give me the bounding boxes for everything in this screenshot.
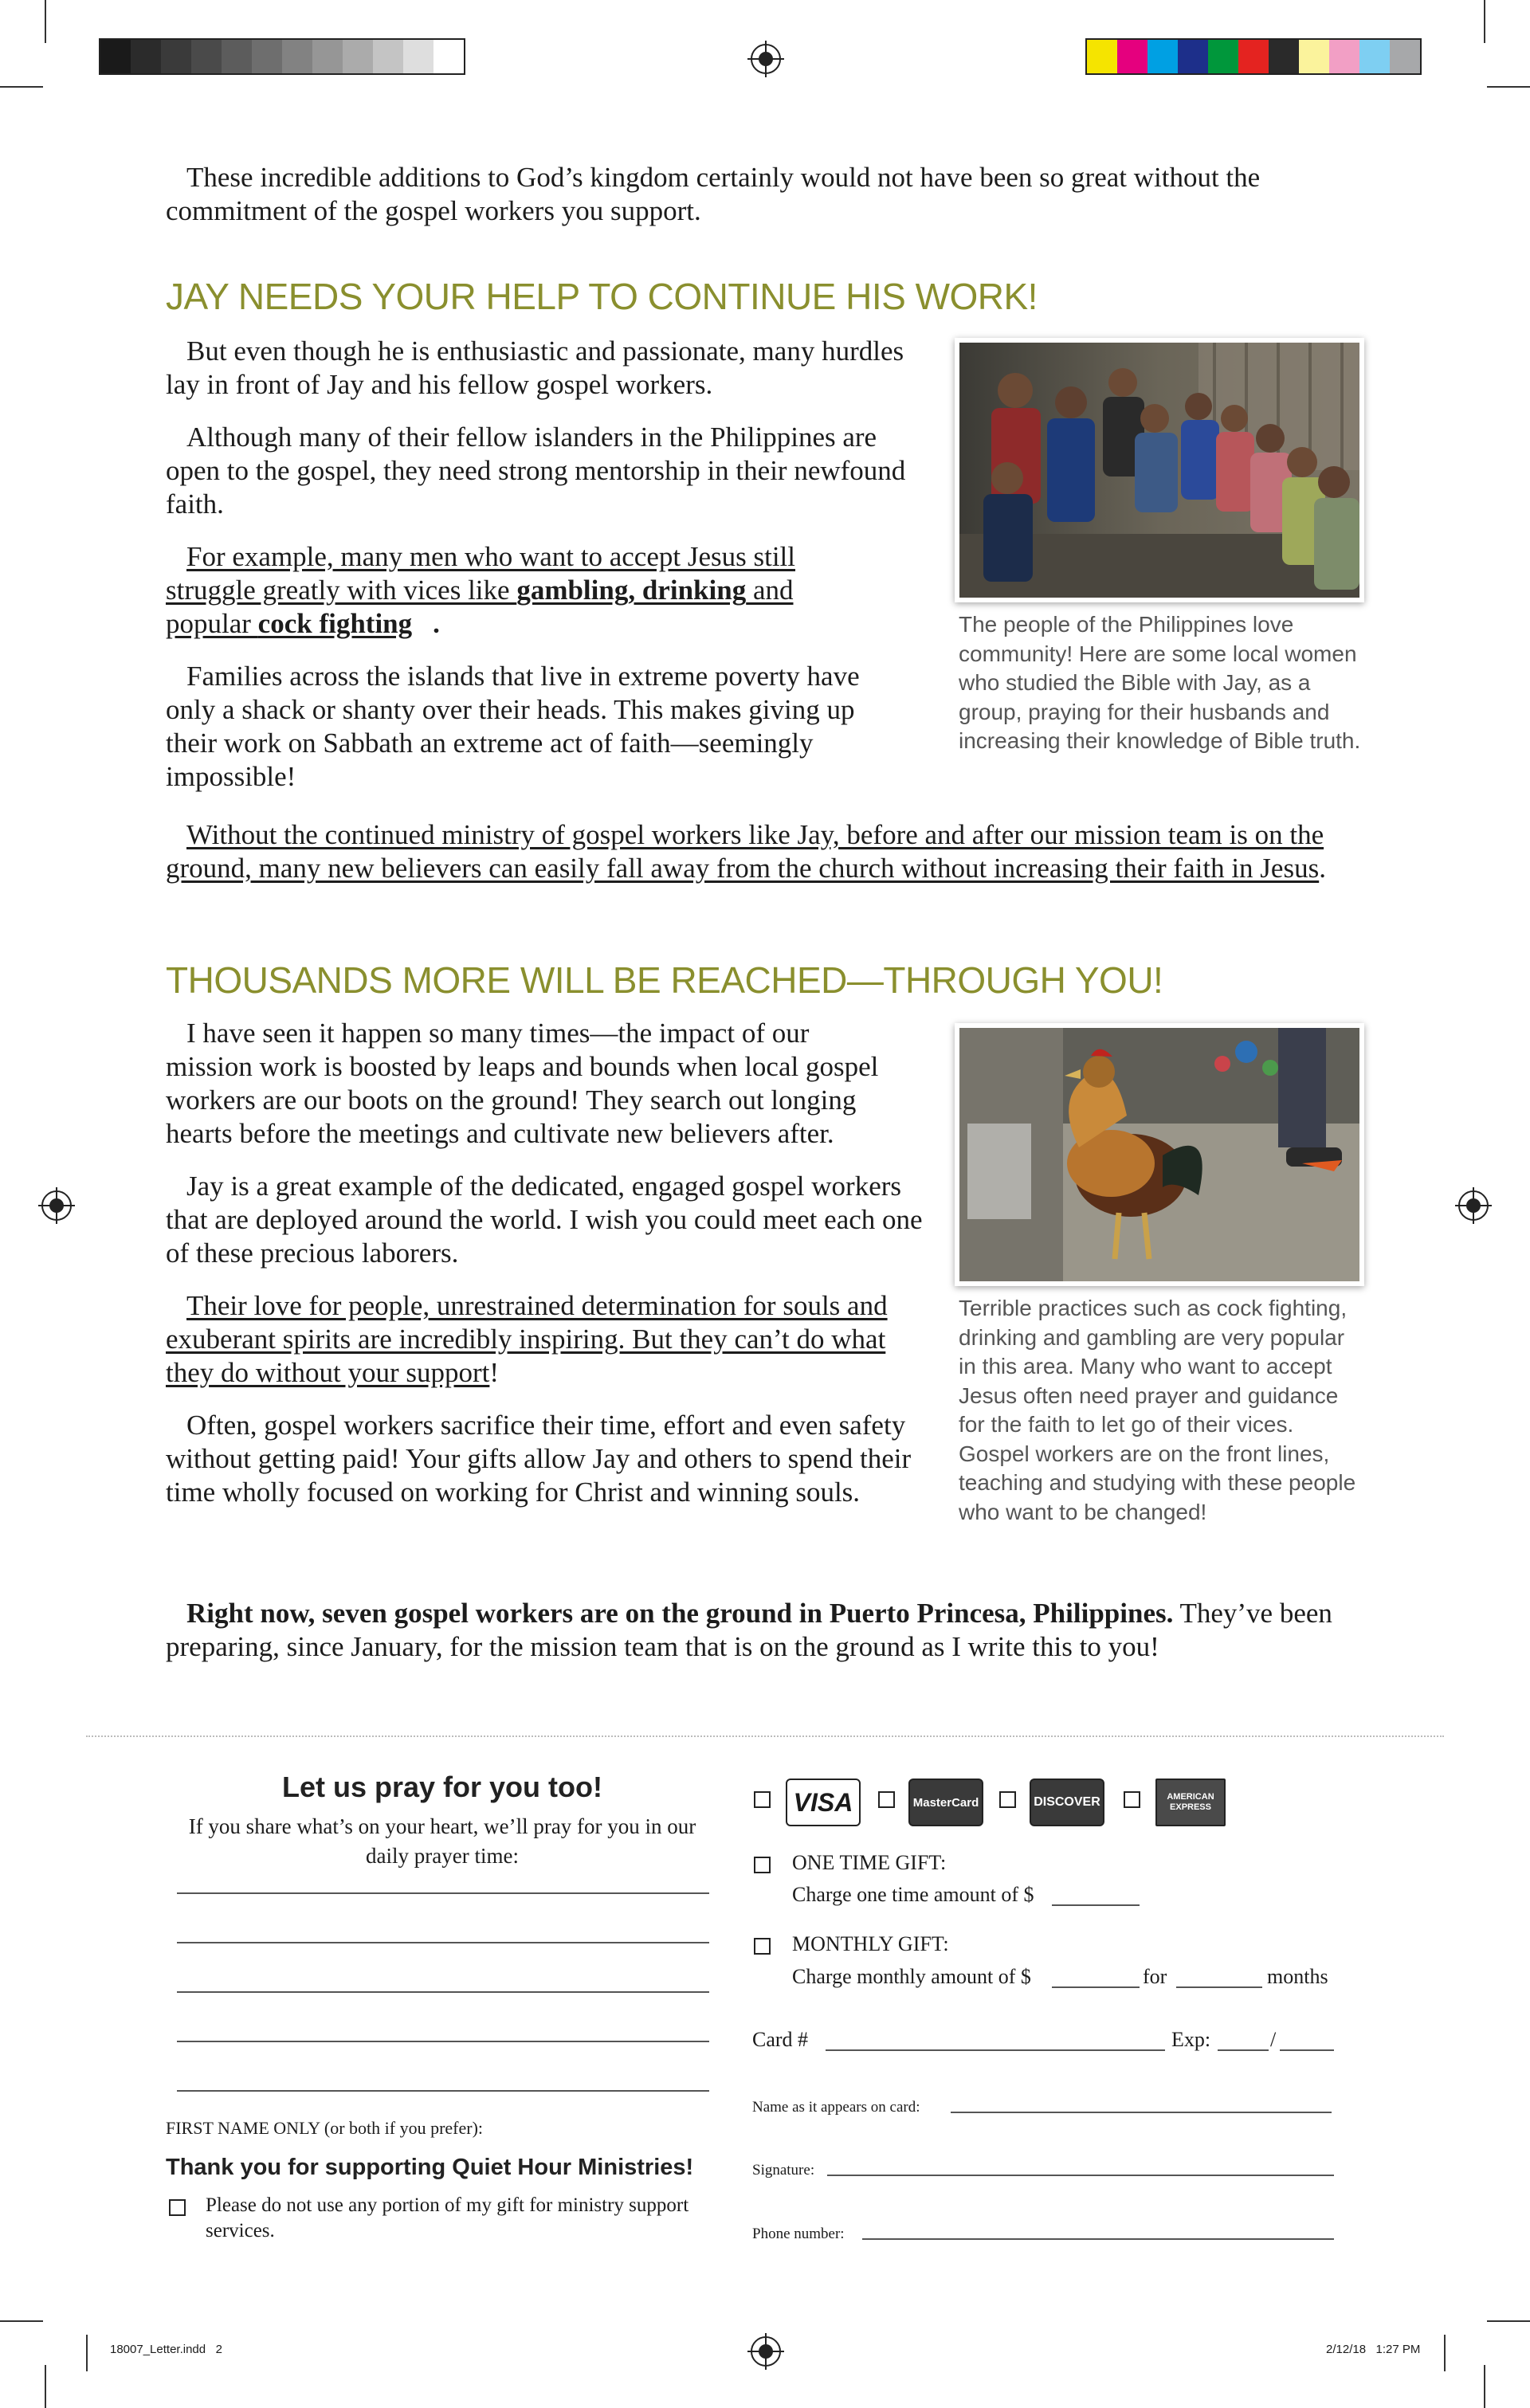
crop-mark-bottom-left-v [45,2365,46,2408]
registration-mark-bottom [751,2336,781,2367]
monthly-amount-input[interactable] [1052,1986,1140,1988]
p5-period: . [1319,853,1326,884]
signature-input[interactable] [827,2175,1334,2176]
color-swatch-10 [1390,40,1420,73]
section2-full-block [166,1597,1365,1664]
gray-swatch-2 [161,40,191,73]
rooster-photo [955,1023,1364,1286]
crop-mark-top-right-h [1487,86,1530,88]
monthly-gift-text: Charge monthly amount of $ [792,1965,1031,1988]
group-photo-image [959,343,1359,598]
p3-bold-vices: gambling, drinking [516,575,747,606]
section1-paragraph-2: Although many of their fellow islanders in the Philippines are open to the gospel, they need strong mentorship in their newfound faith. [166,422,906,520]
gray-swatch-1 [131,40,161,73]
monthly-months-label: months [1267,1965,1328,1988]
prayer-title: Let us pray for you too! [281,1771,602,1803]
p3-text-a: For example, many men who want to accept Jesus still struggle greatly with vices like [166,541,796,606]
crop-mark-top-left-v [45,0,46,43]
section2-paragraph-1: I have seen it happen so many times—the impact of our mission work is boosted by leaps and bounds when local gospel workers are our boots on the ground! They search out longing hearts before the meetings and cultivate new believers after. [166,1018,879,1149]
p3-period: . [433,608,440,639]
phone-input[interactable] [862,2238,1334,2240]
color-swatch-1 [1117,40,1148,73]
section1-paragraph-4: Families across the islands that live in extreme poverty have only a shack or shanty over their heads. This makes giving up their work on Sabbath an extreme act of faith—seemingly impossible! [166,661,860,792]
section1-paragraph-5 [166,818,1365,885]
color-swatch-7 [1299,40,1329,73]
color-swatch-2 [1148,40,1178,73]
discover-checkbox[interactable] [999,1791,1016,1808]
intro-paragraph: These incredible additions to God’s kingdom certainly would not have been so great without the commitment of the gospel workers you support. [166,162,1261,226]
color-swatch-0 [1087,40,1117,73]
one-time-amount-input[interactable] [1052,1904,1140,1906]
opt-out-text: Please do not use any portion of my gift for ministry support services. [206,2194,689,2241]
slug-date: 2/12/18 1:27 PM [1326,2343,1421,2356]
color-swatch-4 [1208,40,1238,73]
section1-column [166,335,923,794]
group-photo [955,338,1364,602]
p3-bold-cockfighting: cock fighting [257,608,413,639]
registration-mark-right [1458,1190,1489,1221]
rooster-photo-image [959,1028,1359,1281]
rooster-photo-caption: Terrible practices such as cock fighting, drinking and gambling are very popular in this area. Many who want to accept Jesus often need prayer and guidance for the faith to let go of their vices. Gospel workers are on the front lines, teaching and studying with these people who want to be changed! [959,1296,1356,1524]
mastercard-logo: MasterCard [908,1779,983,1826]
slug-file: 18007_Letter.indd 2 [110,2343,222,2356]
registration-mark-top [751,44,781,74]
section2-paragraph-3 [166,1289,923,1390]
first-name-label: FIRST NAME ONLY (or both if you prefer): [166,2118,484,2138]
gray-swatch-4 [222,40,252,73]
prayer-line-1[interactable] [177,1892,709,1894]
section1-paragraph-3 [166,540,867,641]
gray-swatch-6 [282,40,312,73]
gray-swatch-8 [343,40,373,73]
section2-paragraph-5 [166,1597,1365,1664]
expiry-separator: / [1270,2028,1277,2051]
months-input[interactable] [1176,1986,1262,1988]
section2-paragraph-4: Often, gospel workers sacrifice their time, effort and even safety without getting paid! Your gifts allow Jay and others to spend their time wholly focused on working for Christ and winning souls. [166,1410,912,1508]
section2-column [166,1017,931,1509]
signature-label: Signature: [752,2162,815,2179]
monthly-for-label: for [1143,1965,1167,1988]
card-number-input[interactable] [826,2049,1165,2051]
color-swatch-6 [1269,40,1299,73]
gray-swatch-9 [373,40,403,73]
crop-mark-bottom-right-v [1484,2365,1485,2408]
name-on-card-label: Name as it appears on card: [752,2099,920,2116]
amex-checkbox[interactable] [1124,1791,1140,1808]
gray-swatch-0 [100,40,131,73]
section2-p3-exclaim: ! [489,1357,500,1388]
monthly-gift-checkbox[interactable] [754,1938,771,1955]
p3-text-c: and popular [166,575,794,639]
section2-p5-rest: They’ve been preparing, since January, for the mission team that is on the ground as I write this to you! [166,1598,1332,1662]
prayer-line-5[interactable] [177,2090,709,2092]
crop-mark-bottom-right-h [1487,2320,1530,2322]
amex-logo: AMERICAN EXPRESS [1155,1779,1226,1826]
color-swatch-3 [1178,40,1208,73]
expiry-year-input[interactable] [1280,2049,1334,2051]
section2-paragraph-2: Jay is a great example of the dedicated, engaged gospel workers that are deployed around the world. I wish you could meet each one of these precious laborers. [166,1171,923,1269]
section1-paragraph-1: But even though he is enthusiastic and passionate, many hurdles lay in front of Jay and his fellow gospel workers. [166,335,904,400]
registration-mark-left [41,1190,72,1221]
section2-p5-bold: Right now, seven gospel workers are on the ground in Puerto Princesa, Philippines. [186,1598,1174,1629]
prayer-line-4[interactable] [177,2041,709,2042]
color-swatch-9 [1359,40,1390,73]
prayer-line-2[interactable] [177,1942,709,1943]
prayer-line-3[interactable] [177,1991,709,1993]
group-photo-caption: The people of the Philippines love community! Here are some local women who studied the Bible with Jay, as a group, praying for their husbands and increasing their knowledge of Bible truth. [959,612,1361,753]
card-number-label: Card # [752,2028,809,2051]
color-swatch-8 [1329,40,1359,73]
opt-out-checkbox[interactable] [169,2199,186,2216]
slug-line-left [86,2335,88,2371]
thanks-line: Thank you for supporting Quiet Hour Ministries! [166,2155,694,2180]
gray-swatch-10 [403,40,434,73]
gray-swatch-7 [312,40,343,73]
process-color-bar [1085,38,1422,75]
section2-heading: THOUSANDS MORE WILL BE REACHED—THROUGH YOU! [166,959,1163,1001]
crop-mark-bottom-left-h [0,2320,43,2322]
one-time-gift-checkbox[interactable] [754,1857,771,1873]
p5-underlined: Without the continued ministry of gospel workers like Jay, before and after our mission team is on the ground, many new believers can easily fall away from the church without increasing their faith in Jesus [166,819,1324,884]
section2-p3-underlined: Their love for people, unrestrained determination for souls and exuberant spirits are incredibly inspiring. But they can’t do what they do without your support [166,1290,888,1388]
gray-swatch-11 [434,40,464,73]
reply-form-divider [86,1735,1444,1737]
phone-label: Phone number: [752,2226,845,2242]
mastercard-checkbox[interactable] [878,1791,895,1808]
gray-swatch-3 [191,40,222,73]
crop-mark-top-right-v [1484,0,1485,43]
grayscale-color-bar [99,38,465,75]
section1-full-block [166,818,1365,885]
discover-logo: DISCOVER [1030,1779,1104,1826]
gray-swatch-5 [252,40,282,73]
expiry-month-input[interactable] [1218,2049,1269,2051]
visa-checkbox[interactable] [754,1791,771,1808]
intro-block [166,161,1361,228]
expiry-label: Exp: [1171,2028,1211,2051]
one-time-gift-text: Charge one time amount of $ [792,1883,1034,1906]
crop-mark-top-left-h [0,86,43,88]
name-on-card-input[interactable] [951,2112,1332,2113]
slug-line-right [1444,2335,1446,2371]
prayer-subtitle: If you share what’s on your heart, we’ll pray for you in our daily prayer time: [188,1814,696,1868]
color-swatch-5 [1238,40,1269,73]
visa-logo: VISA [786,1779,861,1826]
monthly-gift-title: MONTHLY GIFT: [792,1932,949,1955]
one-time-gift-title: ONE TIME GIFT: [792,1851,947,1874]
section1-heading: JAY NEEDS YOUR HELP TO CONTINUE HIS WORK! [166,276,1038,317]
